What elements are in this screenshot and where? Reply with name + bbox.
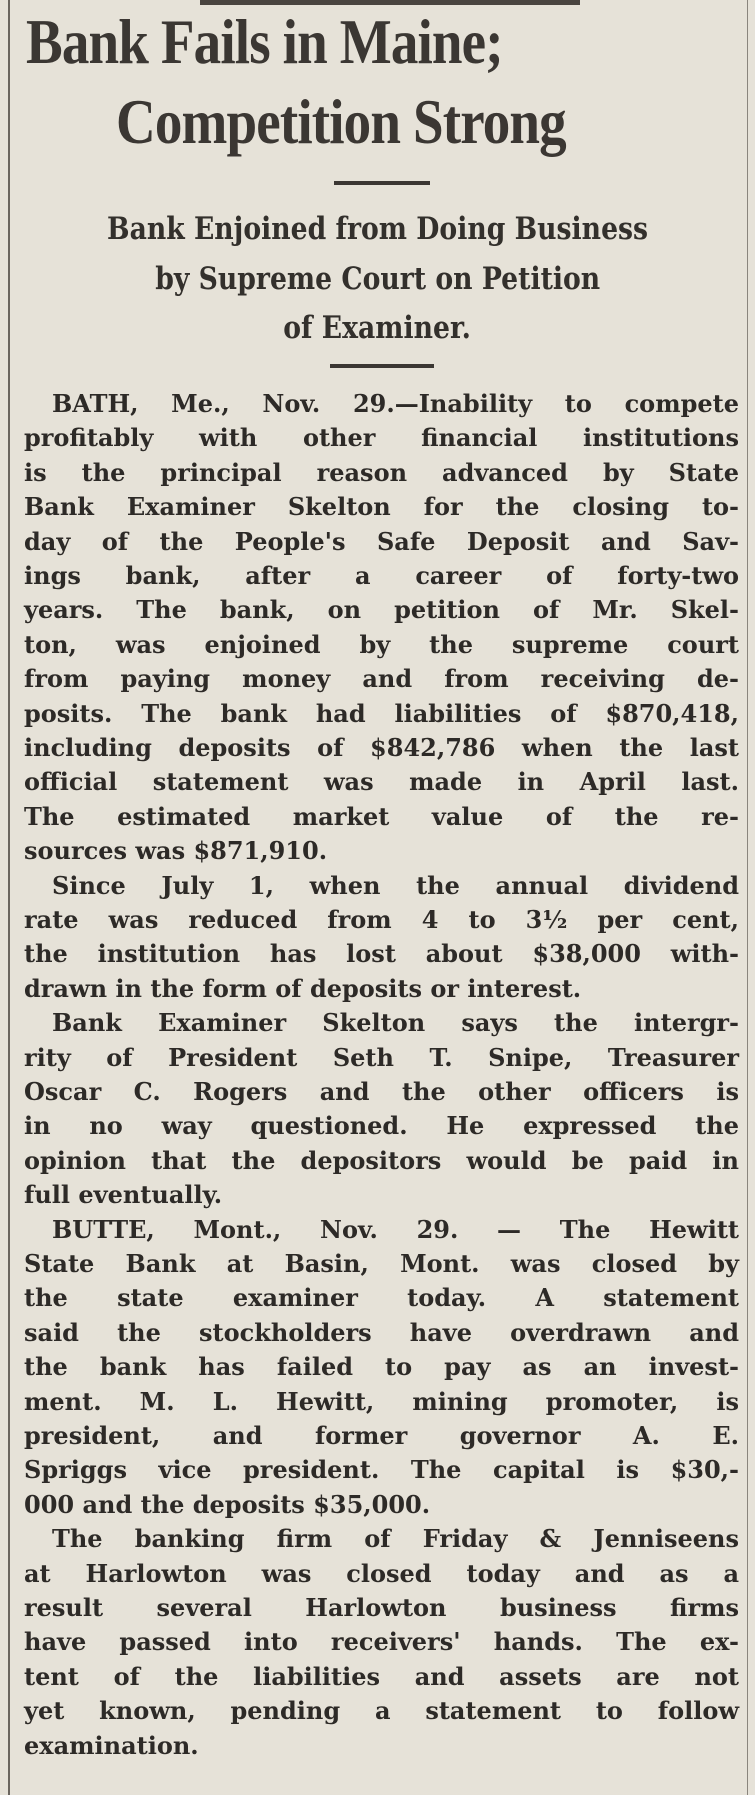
article-line: years. The bank, on petition of Mr. Skel- [24,595,739,625]
article-line: Spriggs vice president. The capital is $30,- [24,1455,739,1485]
deck-line-3 [0,310,755,346]
article-line: opinion that the depositors would be paid in [24,1145,739,1175]
article-line: 000 and the deposits $35,000. [24,1489,431,1519]
divider-rule-1 [334,181,430,185]
headline-line-1: Bank Fails in Maine; [26,6,503,77]
article-line: ings bank, after a career of forty-two [24,561,739,590]
article-line: State Bank at Basin, Mont. was closed by [24,1249,739,1278]
article-line: The banking firm of Friday & Jenniseens [52,1524,739,1554]
headline-line-2: Competition Strong [116,86,566,157]
deck-line-2 [0,261,755,297]
article-line: profitably with other financial institutions [24,423,739,453]
article-line: at Harlowton was closed today and as a [24,1558,739,1588]
article-line: is the principal reason advanced by State [24,457,739,487]
article-line: result several Harlowton business firms [24,1593,739,1622]
top-rule [200,0,580,5]
article-line: ton, was enjoined by the supreme court [24,629,739,659]
article-line: the institution has lost about $38,000 with- [24,939,739,969]
article-line: Bank Examiner Skelton for the closing to- [24,492,739,522]
deck-line-3-text: of Examiner. [283,310,472,346]
article-line: posits. The bank had liabilities of $870,418, [24,698,739,728]
article-line: The estimated market value of the re- [24,801,739,831]
deck-line-1-text: Bank Enjoined from Doing Business [106,211,649,247]
deck-line-1 [0,211,755,247]
article-line: president, and former governor A. E. [24,1421,739,1450]
article-line: Since July 1, when the annual dividend [52,870,739,900]
article-line: rity of President Seth T. Snipe, Treasurer [24,1042,739,1072]
article-line: full eventually. [24,1180,223,1210]
article-line: day of the People's Safe Deposit and Sav- [24,526,739,556]
article-line: including deposits of $842,786 when the last [24,733,739,762]
divider-rule-2 [330,364,434,368]
deck-line-2-text: by Supreme Court on Petition [155,261,600,297]
article-line: BATH, Me., Nov. 29.—Inability to compete [52,389,739,418]
article-line: said the stockholders have overdrawn and [24,1317,739,1347]
article-line: have passed into receivers' hands. The ex- [24,1627,739,1657]
article-line: ment. M. L. Hewitt, mining promoter, is [24,1386,739,1416]
article-line: official statement was made in April last. [24,767,739,797]
article-line: BUTTE, Mont., Nov. 29. — The Hewitt [52,1214,739,1244]
article-line: in no way questioned. He expressed the [24,1111,739,1141]
article-line: drawn in the form of deposits or interest. [24,973,582,1003]
article-line: Bank Examiner Skelton says the intergr- [52,1008,739,1038]
article-line: tent of the liabilities and assets are not [24,1661,739,1691]
article-line: examination. [24,1730,199,1760]
article-line: the bank has failed to pay as an invest- [24,1352,739,1382]
article-line: sources was $871,910. [24,836,328,866]
article-line: Oscar C. Rogers and the other officers is [24,1077,739,1106]
article-line: rate was reduced from 4 to 3½ per cent, [24,905,739,934]
article-line: yet known, pending a statement to follow [24,1696,739,1726]
article-line: from paying money and from receiving de- [24,664,739,694]
article-line: the state examiner today. A statement [24,1283,739,1313]
